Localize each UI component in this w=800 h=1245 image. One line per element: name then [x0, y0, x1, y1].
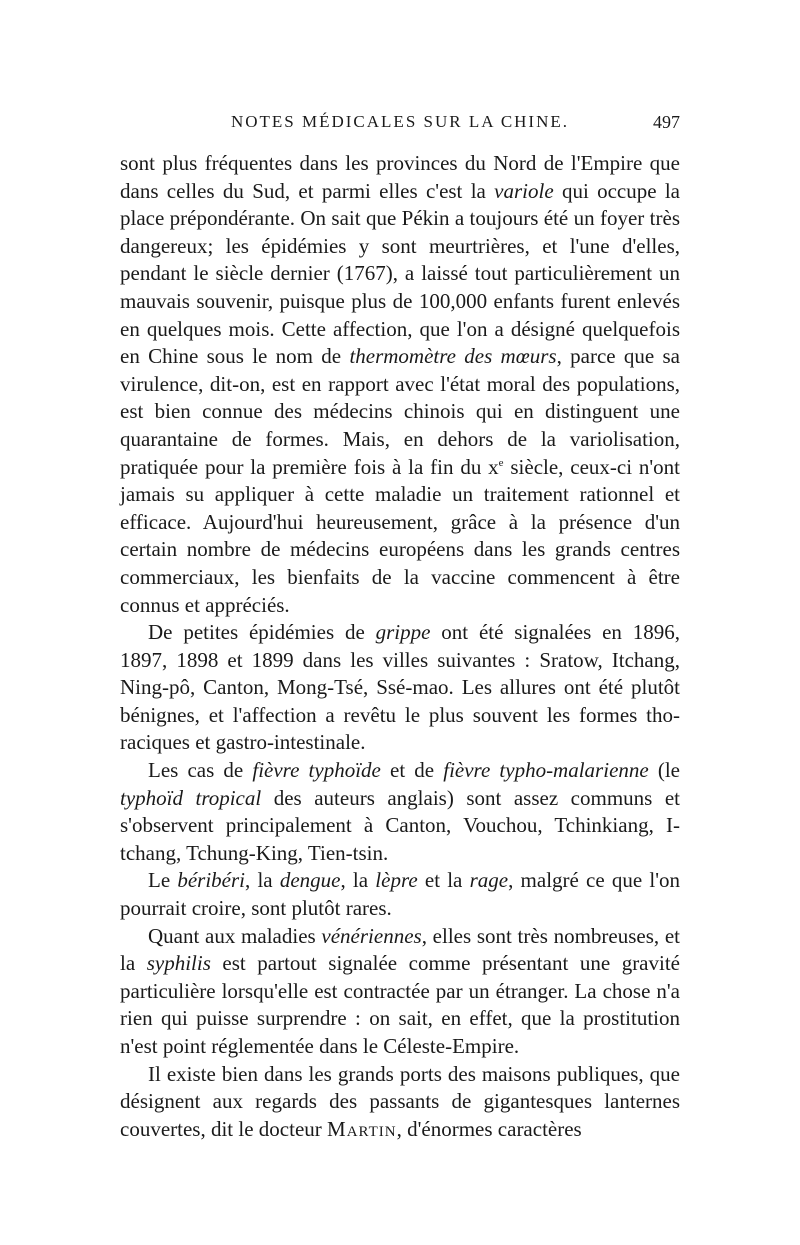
author-name: Martin	[327, 1116, 397, 1141]
text-run: des auteurs anglais) sont assez communs et s'observent principalement à Canton, Vouchou, Tchinkiang, I-tchang, Tchung-King, Tien-tsin.	[120, 785, 680, 865]
text-run: siècle, ceux-ci n'ont jamais su appliquer à cette maladie un traitement rationnel et efficace. Aujourd'hui heureusement, grâce à la présence d'un certain nombre de médecins européens dans les grands centres commerciaux, les bienfaits de la vaccine commencent à être connus et appréciés.	[120, 454, 680, 617]
text-run: , la	[245, 868, 280, 893]
italic-term: fièvre typhoïde	[252, 758, 381, 783]
text-run: sont plus fréquentes dans les provinces du Nord de l'Empire que dans celles du Sud, et parmi elles c'est la	[120, 151, 680, 203]
text-run: Quant aux maladies	[148, 923, 322, 948]
text-run: Il existe bien dans les grands ports des maisons publiques, que désignent aux regards des passants de gigantesques lanternes couvertes, dit le docteur	[120, 1061, 680, 1141]
page-header	[120, 112, 680, 138]
superscript: e	[498, 456, 504, 469]
text-run: est partout signalée comme présentant une gravité particulière lorsqu'elle est contractée par un étranger. La chose n'a rien qui puisse surprendre : on sait, en effet, que la prostitution n'est point réglementée dans le Céleste-Empire.	[120, 951, 680, 1058]
text-run: , malgré ce que l'on pourrait croire, sont plutôt rares.	[120, 868, 681, 921]
text-run: , elles sont très nombreuses, et la	[120, 923, 681, 976]
paragraph-p3	[120, 757, 680, 867]
text-run: (le	[648, 758, 681, 783]
text-run: , parce que sa virulence, dit-on, est en rapport avec l'état moral des populations, est bien connue des médecins chinois qui en distinguent une quarantaine de formes. Mais, en dehors de la variolisation, pratiquée pour la première fois à la fin du x	[120, 344, 680, 479]
italic-term: dengue	[279, 868, 341, 893]
text-run: et la	[417, 868, 470, 893]
italic-term: fièvre typho-malarienne	[443, 758, 649, 783]
running-title: NOTES MÉDICALES SUR LA CHINE.	[230, 112, 570, 131]
italic-term: lèpre	[375, 868, 418, 893]
paragraph-p4	[120, 867, 680, 922]
page-number: 497	[653, 112, 680, 132]
italic-term: rage	[469, 868, 509, 893]
text-run: De petites épidémies de	[148, 620, 376, 645]
italic-term: typhoïd tropical	[120, 785, 262, 810]
italic-term: vénériennes	[321, 923, 422, 948]
text-run: et de	[380, 758, 444, 783]
italic-term: variole	[494, 178, 554, 203]
body-text	[120, 150, 680, 1143]
paragraph-p6	[120, 1061, 680, 1144]
italic-term: béribéri	[177, 868, 246, 893]
text-run: , la	[340, 868, 376, 893]
italic-term: syphilis	[146, 951, 211, 976]
paragraph-p2	[120, 619, 680, 757]
paragraph-p5	[120, 923, 680, 1061]
text-run: , d'énormes caractères	[396, 1116, 582, 1141]
text-run: ont été signalées en 1896, 1897, 1898 et 1899 dans les villes suivantes : Sratow, Itchang, Ning-pô, Canton, Mong-Tsé, Ssé-mao. Les allures ont été plutôt bénignes, et l'affection a revêtu le plus souvent les formes thoraciques et gastro-intestinale.	[120, 620, 681, 755]
paragraph-p1	[120, 150, 680, 619]
text-run: qui occupe la place prépondérante. On sait que Pékin a toujours été un foyer très dangereux; les épidémies y sont meurtrières, et l'une d'elles, pendant le siècle dernier (1767), a laissé tout particulièrement un mauvais souvenir, puisque plus de 100,000 enfants furent enlevés en quelques mois. Cette affection, que l'on a désigné quelquefois en Chine sous le nom de	[120, 178, 680, 369]
text-run: Les cas de	[148, 758, 253, 783]
text-run: Le	[148, 868, 178, 893]
italic-term: thermomètre des mœurs	[349, 344, 557, 369]
italic-term: grippe	[375, 620, 431, 645]
